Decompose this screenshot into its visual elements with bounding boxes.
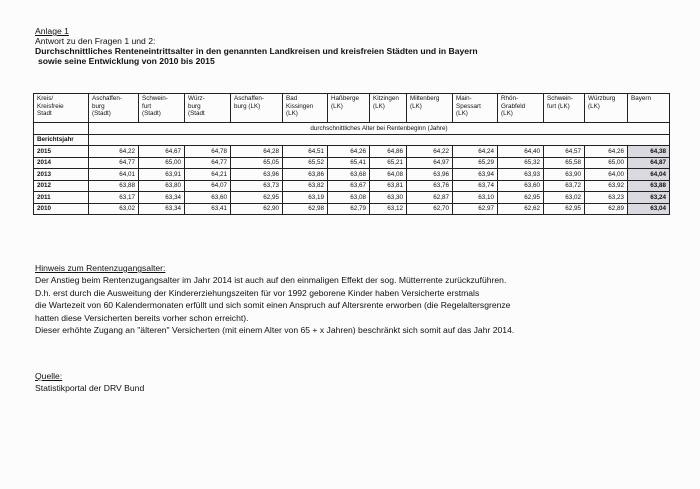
- value-cell: 63,91: [139, 169, 185, 181]
- column-header: Schwein- furt (Stadt): [139, 94, 185, 123]
- value-cell: 63,96: [407, 169, 453, 181]
- column-header: Rhön- Grabfeld (LK): [498, 94, 544, 123]
- value-cell: 63,80: [139, 180, 185, 192]
- value-cell: 63,76: [407, 180, 453, 192]
- source-section: [35, 370, 144, 394]
- value-cell: 64,21: [185, 169, 231, 181]
- value-cell: 63,60: [498, 180, 544, 192]
- column-header: Würz- burg (Stadt: [185, 94, 231, 123]
- year-label: Berichtsjahr: [34, 134, 89, 146]
- value-cell: 63,72: [544, 180, 585, 192]
- unit-row: [34, 123, 670, 135]
- unit-row-spacer: [34, 123, 89, 135]
- corner-header: Kreis/ Kreisfreie Stadt: [34, 94, 89, 123]
- value-cell: 64,26: [328, 146, 370, 158]
- table-row: [34, 203, 670, 215]
- year-cell: 2014: [34, 157, 89, 169]
- table-row: [34, 169, 670, 181]
- value-cell: 64,57: [544, 146, 585, 158]
- value-cell: 64,77: [185, 157, 231, 169]
- bayern-value-cell: 63,24: [628, 192, 670, 204]
- value-cell: 65,32: [498, 157, 544, 169]
- document-header: [35, 26, 478, 66]
- value-cell: 63,23: [585, 192, 628, 204]
- value-cell: 63,02: [544, 192, 585, 204]
- value-cell: 64,26: [585, 146, 628, 158]
- value-cell: 63,02: [89, 203, 139, 215]
- value-cell: 63,74: [453, 180, 498, 192]
- value-cell: 65,41: [328, 157, 370, 169]
- table-row: [34, 180, 670, 192]
- value-cell: 64,77: [89, 157, 139, 169]
- value-cell: 62,89: [585, 203, 628, 215]
- annex-label: Anlage 1: [35, 26, 69, 36]
- value-cell: 62,95: [544, 203, 585, 215]
- value-cell: 62,95: [231, 192, 283, 204]
- value-cell: 63,08: [328, 192, 370, 204]
- document-subtitle: sowie seine Entwicklung von 2010 bis 2015: [38, 56, 215, 66]
- value-cell: 62,97: [453, 203, 498, 215]
- year-label-row: [34, 134, 670, 146]
- value-cell: 63,90: [544, 169, 585, 181]
- value-cell: 63,12: [370, 203, 407, 215]
- note-line: Der Anstieg beim Rentenzugangsalter im Jahr 2014 ist auch auf den einmaligen Effekt der sog. Mütterrente zurückzuführen.: [35, 275, 507, 286]
- value-cell: 64,22: [89, 146, 139, 158]
- note-line: hatten diese Versicherten bereits vorher schon erreicht).: [35, 312, 249, 323]
- value-cell: 65,29: [453, 157, 498, 169]
- column-header: Schwein- furt (LK): [544, 94, 585, 123]
- value-cell: 63,94: [453, 169, 498, 181]
- value-cell: 62,95: [498, 192, 544, 204]
- value-cell: 63,68: [328, 169, 370, 181]
- value-cell: 62,87: [407, 192, 453, 204]
- note-heading: Hinweis zum Rentenzugangsalter:: [35, 263, 166, 273]
- value-cell: 64,78: [185, 146, 231, 158]
- year-cell: 2010: [34, 203, 89, 215]
- year-cell: 2015: [34, 146, 89, 158]
- value-cell: 64,97: [407, 157, 453, 169]
- value-cell: 64,01: [89, 169, 139, 181]
- bayern-value-cell: 63,04: [628, 203, 670, 215]
- note-section: [35, 262, 514, 336]
- value-cell: 63,41: [185, 203, 231, 215]
- column-header-bayern: Bayern: [628, 94, 670, 123]
- value-cell: 64,28: [231, 146, 283, 158]
- bayern-value-cell: 64,38: [628, 146, 670, 158]
- value-cell: 65,00: [585, 157, 628, 169]
- column-header: Würzburg (LK): [585, 94, 628, 123]
- value-cell: 65,58: [544, 157, 585, 169]
- year-cell: 2012: [34, 180, 89, 192]
- bayern-value-cell: 63,88: [628, 180, 670, 192]
- column-header: Main- Spessart (LK): [453, 94, 498, 123]
- value-cell: 63,30: [370, 192, 407, 204]
- value-cell: 63,82: [283, 180, 328, 192]
- column-header: Aschaffen- burg (LK): [231, 94, 283, 123]
- value-cell: 63,19: [283, 192, 328, 204]
- value-cell: 62,62: [498, 203, 544, 215]
- answer-line: Antwort zu den Fragen 1 und 2:: [35, 36, 156, 46]
- value-cell: 64,86: [370, 146, 407, 158]
- value-cell: 63,86: [283, 169, 328, 181]
- value-cell: 63,73: [231, 180, 283, 192]
- column-header: Miltenberg (LK): [407, 94, 453, 123]
- value-cell: 63,17: [89, 192, 139, 204]
- note-line: die Wartezeit von 60 Kalendermonaten erfüllt und sich somit einen Anspruch auf Altersrente erworben (die Regelaltersgrenze: [35, 300, 511, 311]
- value-cell: 63,81: [370, 180, 407, 192]
- table-row: [34, 192, 670, 204]
- note-line: D.h. erst durch die Ausweitung der Kindererziehungszeiten für vor 1992 geborene Kinder haben Versicherte erstmals: [35, 287, 480, 298]
- column-header: Kitzingen (LK): [370, 94, 407, 123]
- value-cell: 64,67: [139, 146, 185, 158]
- value-cell: 64,00: [585, 169, 628, 181]
- value-cell: 64,51: [283, 146, 328, 158]
- source-text: Statistikportal der DRV Bund: [35, 383, 145, 393]
- note-line: Dieser erhöhte Zugang an "älteren" Versicherten (mit einem Alter von 65 + x Jahren) beschränkt sich somit auf das Jahr 2014.: [35, 325, 515, 336]
- table-body: [34, 146, 670, 215]
- value-cell: 65,05: [231, 157, 283, 169]
- value-cell: 62,70: [407, 203, 453, 215]
- value-cell: 63,93: [498, 169, 544, 181]
- value-cell: 64,08: [370, 169, 407, 181]
- value-cell: 65,21: [370, 157, 407, 169]
- value-cell: 62,79: [328, 203, 370, 215]
- retirement-age-table: [33, 93, 670, 215]
- value-cell: 62,98: [283, 203, 328, 215]
- value-cell: 64,22: [407, 146, 453, 158]
- value-cell: 64,24: [453, 146, 498, 158]
- value-cell: 63,60: [185, 192, 231, 204]
- value-cell: 65,00: [139, 157, 185, 169]
- year-cell: 2013: [34, 169, 89, 181]
- value-cell: 63,34: [139, 192, 185, 204]
- column-header: Bad Kissingen (LK): [283, 94, 328, 123]
- document-title: Durchschnittliches Renteneintrittsalter in den genannten Landkreisen und kreisfreien Städten und in Bayern: [35, 46, 478, 56]
- value-cell: 63,96: [231, 169, 283, 181]
- value-cell: 65,52: [283, 157, 328, 169]
- source-heading: Quelle:: [35, 371, 63, 381]
- value-cell: 64,07: [185, 180, 231, 192]
- value-cell: 63,10: [453, 192, 498, 204]
- value-cell: 63,88: [89, 180, 139, 192]
- bayern-value-cell: 64,87: [628, 157, 670, 169]
- table-row: [34, 146, 670, 158]
- value-cell: 63,92: [585, 180, 628, 192]
- year-cell: 2011: [34, 192, 89, 204]
- unit-subheader: durchschnittliches Alter bei Rentenbeginn (Jahre): [89, 123, 670, 135]
- column-header-row: [34, 94, 670, 123]
- value-cell: 64,40: [498, 146, 544, 158]
- value-cell: 62,90: [231, 203, 283, 215]
- value-cell: 63,34: [139, 203, 185, 215]
- column-header: Aschaffen- burg (Stadt): [89, 94, 139, 123]
- value-cell: 63,67: [328, 180, 370, 192]
- table-row: [34, 157, 670, 169]
- year-label-spacer: [89, 134, 670, 146]
- bayern-value-cell: 64,04: [628, 169, 670, 181]
- column-header: Haßberge (LK): [328, 94, 370, 123]
